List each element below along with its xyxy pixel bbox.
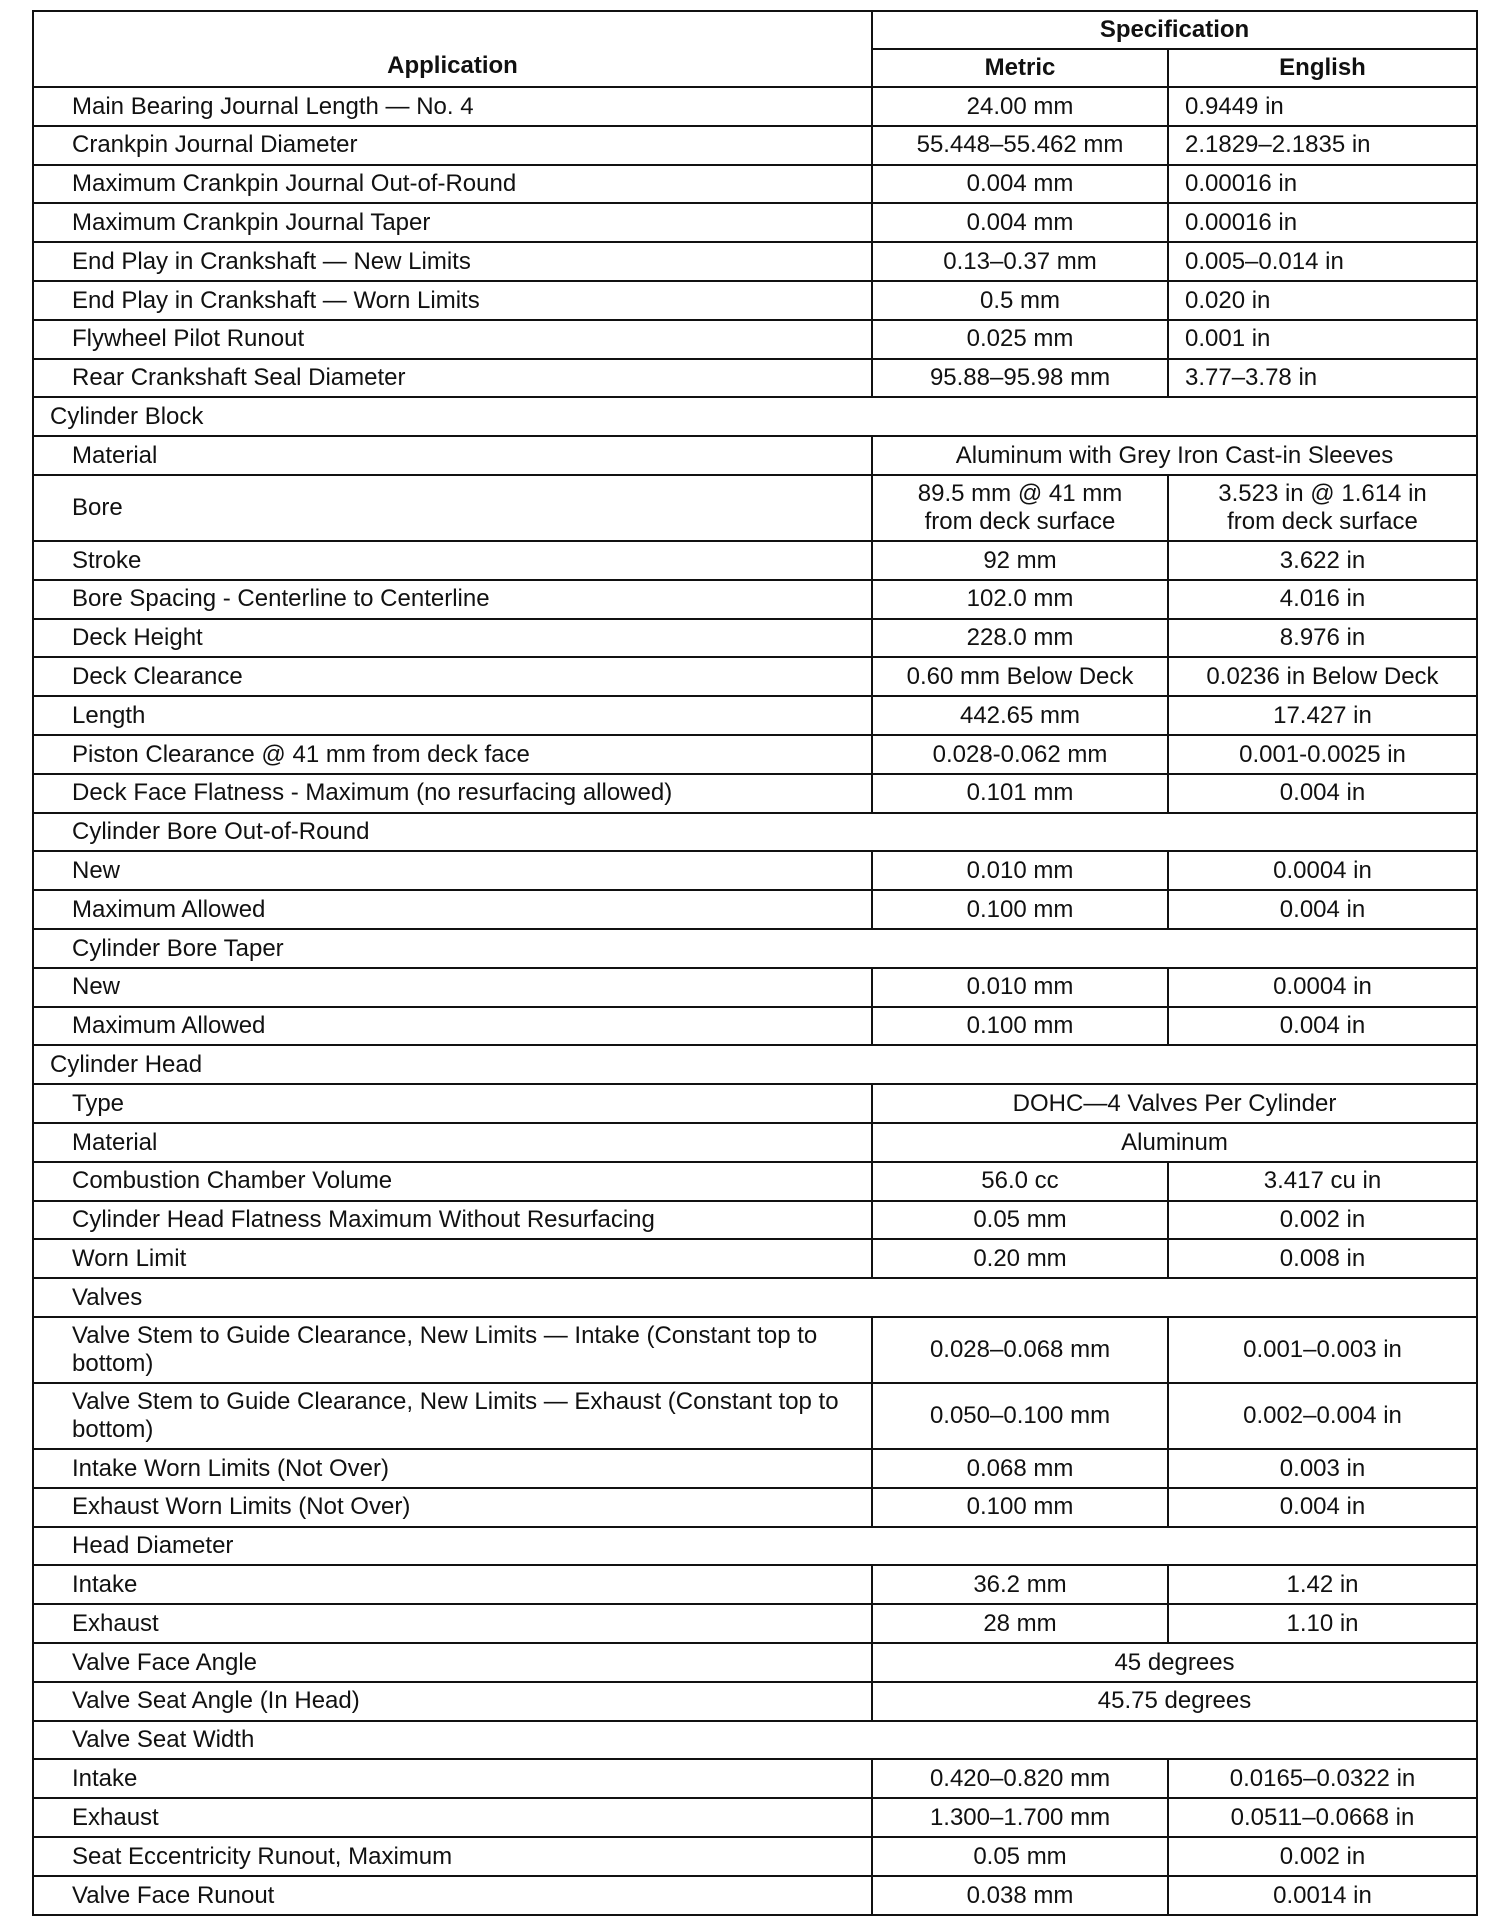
metric-cell: 95.88–95.98 mm	[872, 359, 1168, 398]
metric-cell: 0.420–0.820 mm	[872, 1759, 1168, 1798]
metric-cell: 0.004 mm	[872, 203, 1168, 242]
english-cell: 8.976 in	[1168, 619, 1477, 658]
subheading-cell: Valve Seat Width	[33, 1721, 1477, 1760]
table-row	[33, 126, 1477, 165]
subheading-cell: Valves	[33, 1278, 1477, 1317]
application-cell: Rear Crankshaft Seal Diameter	[33, 359, 872, 398]
english-cell: 1.42 in	[1168, 1565, 1477, 1604]
metric-cell: 0.100 mm	[872, 1007, 1168, 1046]
table-row	[33, 203, 1477, 242]
table-row	[33, 1682, 1477, 1721]
english-cell: 1.10 in	[1168, 1604, 1477, 1643]
english-cell: 17.427 in	[1168, 696, 1477, 735]
english-cell: 3.417 cu in	[1168, 1162, 1477, 1201]
application-cell: Valve Stem to Guide Clearance, New Limits — Intake (Constant top to bottom)	[33, 1317, 872, 1383]
table-row	[33, 1239, 1477, 1278]
english-cell: 3.77–3.78 in	[1168, 359, 1477, 398]
metric-cell: 0.13–0.37 mm	[872, 242, 1168, 281]
table-row	[33, 1876, 1477, 1915]
metric-cell: 0.101 mm	[872, 774, 1168, 813]
combined-spec-cell: Aluminum	[872, 1123, 1477, 1162]
application-cell: Stroke	[33, 541, 872, 580]
metric-cell: 28 mm	[872, 1604, 1168, 1643]
metric-cell: 442.65 mm	[872, 696, 1168, 735]
english-cell: 2.1829–2.1835 in	[1168, 126, 1477, 165]
english-cell: 0.004 in	[1168, 774, 1477, 813]
application-cell: Deck Height	[33, 619, 872, 658]
application-cell: Deck Clearance	[33, 657, 872, 696]
english-cell: 0.0004 in	[1168, 851, 1477, 890]
metric-header: Metric	[872, 49, 1168, 87]
english-cell: 0.001-0.0025 in	[1168, 735, 1477, 774]
category-row	[33, 1045, 1477, 1084]
application-cell: Intake Worn Limits (Not Over)	[33, 1449, 872, 1488]
english-cell: 0.0014 in	[1168, 1876, 1477, 1915]
combined-spec-cell: Aluminum with Grey Iron Cast-in Sleeves	[872, 436, 1477, 475]
application-cell: Maximum Allowed	[33, 1007, 872, 1046]
application-cell: Piston Clearance @ 41 mm from deck face	[33, 735, 872, 774]
combined-spec-cell: 45.75 degrees	[872, 1682, 1477, 1721]
metric-cell: 24.00 mm	[872, 87, 1168, 126]
application-cell: Valve Stem to Guide Clearance, New Limits — Exhaust (Constant top to bottom)	[33, 1383, 872, 1449]
subheading-cell: Cylinder Bore Out-of-Round	[33, 813, 1477, 852]
metric-cell	[872, 475, 1168, 541]
combined-spec-cell: 45 degrees	[872, 1643, 1477, 1682]
metric-cell: 0.050–0.100 mm	[872, 1383, 1168, 1449]
application-cell: End Play in Crankshaft — Worn Limits	[33, 281, 872, 320]
english-cell: 0.001 in	[1168, 320, 1477, 359]
table-row	[33, 1604, 1477, 1643]
english-cell: 0.002–0.004 in	[1168, 1383, 1477, 1449]
application-cell: Combustion Chamber Volume	[33, 1162, 872, 1201]
table-row	[33, 436, 1477, 475]
table-row	[33, 851, 1477, 890]
english-cell: 0.0236 in Below Deck	[1168, 657, 1477, 696]
english-cell: 0.008 in	[1168, 1239, 1477, 1278]
specification-table	[32, 10, 1478, 1916]
table-row	[33, 359, 1477, 398]
english-cell: 0.003 in	[1168, 1449, 1477, 1488]
application-cell: Exhaust Worn Limits (Not Over)	[33, 1488, 872, 1527]
application-cell: Length	[33, 696, 872, 735]
application-cell: Valve Seat Angle (In Head)	[33, 1682, 872, 1721]
metric-cell: 0.05 mm	[872, 1837, 1168, 1876]
table-row	[33, 774, 1477, 813]
application-cell: Material	[33, 436, 872, 475]
metric-cell: 92 mm	[872, 541, 1168, 580]
table-row	[33, 1449, 1477, 1488]
application-cell: Exhaust	[33, 1798, 872, 1837]
application-cell: Main Bearing Journal Length — No. 4	[33, 87, 872, 126]
metric-cell: 0.010 mm	[872, 851, 1168, 890]
table-row	[33, 1317, 1477, 1383]
category-row	[33, 397, 1477, 436]
english-cell: 0.00016 in	[1168, 203, 1477, 242]
metric-cell: 102.0 mm	[872, 580, 1168, 619]
table-row	[33, 1007, 1477, 1046]
metric-cell: 0.20 mm	[872, 1239, 1168, 1278]
application-cell: Exhaust	[33, 1604, 872, 1643]
metric-cell: 0.100 mm	[872, 890, 1168, 929]
application-cell: New	[33, 968, 872, 1007]
english-cell: 0.0165–0.0322 in	[1168, 1759, 1477, 1798]
english-cell: 0.020 in	[1168, 281, 1477, 320]
table-row	[33, 165, 1477, 204]
english-header: English	[1168, 49, 1477, 87]
table-row	[33, 1201, 1477, 1240]
table-row	[33, 696, 1477, 735]
metric-cell: 0.100 mm	[872, 1488, 1168, 1527]
table-row	[33, 968, 1477, 1007]
subheading-row	[33, 813, 1477, 852]
application-cell: Deck Face Flatness - Maximum (no resurfacing allowed)	[33, 774, 872, 813]
table-row	[33, 1798, 1477, 1837]
application-cell: Maximum Allowed	[33, 890, 872, 929]
table-row	[33, 1643, 1477, 1682]
metric-cell: 0.028-0.062 mm	[872, 735, 1168, 774]
metric-cell: 55.448–55.462 mm	[872, 126, 1168, 165]
table-row	[33, 1759, 1477, 1798]
table-row	[33, 1383, 1477, 1449]
application-cell: Material	[33, 1123, 872, 1162]
metric-line-1: 89.5 mm @ 41 mm	[917, 480, 1123, 508]
application-cell: Valve Face Angle	[33, 1643, 872, 1682]
application-cell: Flywheel Pilot Runout	[33, 320, 872, 359]
english-line-1: 3.523 in @ 1.614 in	[1218, 480, 1427, 508]
table-row	[33, 619, 1477, 658]
table-row	[33, 541, 1477, 580]
english-cell: 0.004 in	[1168, 890, 1477, 929]
table-row	[33, 735, 1477, 774]
application-cell: Crankpin Journal Diameter	[33, 126, 872, 165]
table-row	[33, 320, 1477, 359]
metric-cell: 0.010 mm	[872, 968, 1168, 1007]
application-cell: Bore	[33, 475, 872, 541]
table-body	[33, 87, 1477, 1915]
table-row	[33, 580, 1477, 619]
english-cell: 0.0511–0.0668 in	[1168, 1798, 1477, 1837]
application-cell: Worn Limit	[33, 1239, 872, 1278]
subheading-row	[33, 1527, 1477, 1566]
application-cell: Cylinder Head Flatness Maximum Without Resurfacing	[33, 1201, 872, 1240]
category-heading: Cylinder Head	[33, 1045, 1477, 1084]
english-cell: 0.0004 in	[1168, 968, 1477, 1007]
english-cell: 0.002 in	[1168, 1201, 1477, 1240]
table-row	[33, 87, 1477, 126]
metric-cell: 0.028–0.068 mm	[872, 1317, 1168, 1383]
metric-cell: 0.05 mm	[872, 1201, 1168, 1240]
metric-cell: 36.2 mm	[872, 1565, 1168, 1604]
metric-line-2: from deck surface	[924, 507, 1116, 535]
english-cell: 4.016 in	[1168, 580, 1477, 619]
category-heading: Cylinder Block	[33, 397, 1477, 436]
subheading-cell: Head Diameter	[33, 1527, 1477, 1566]
metric-cell: 0.068 mm	[872, 1449, 1168, 1488]
english-cell: 0.9449 in	[1168, 87, 1477, 126]
metric-cell: 0.038 mm	[872, 1876, 1168, 1915]
application-cell: Valve Face Runout	[33, 1876, 872, 1915]
subheading-row	[33, 929, 1477, 968]
table-row	[33, 1837, 1477, 1876]
application-cell: Maximum Crankpin Journal Taper	[33, 203, 872, 242]
table-row	[33, 1565, 1477, 1604]
english-cell: 0.00016 in	[1168, 165, 1477, 204]
table-row	[33, 281, 1477, 320]
application-cell: Intake	[33, 1759, 872, 1798]
table-row	[33, 1162, 1477, 1201]
table-row	[33, 890, 1477, 929]
metric-cell: 228.0 mm	[872, 619, 1168, 658]
english-cell: 0.004 in	[1168, 1488, 1477, 1527]
english-cell	[1168, 475, 1477, 541]
english-cell: 3.622 in	[1168, 541, 1477, 580]
english-line-2: from deck surface	[1227, 507, 1418, 535]
english-cell: 0.001–0.003 in	[1168, 1317, 1477, 1383]
specification-header: Specification	[872, 11, 1477, 49]
metric-cell: 0.5 mm	[872, 281, 1168, 320]
metric-cell: 0.004 mm	[872, 165, 1168, 204]
english-cell: 0.005–0.014 in	[1168, 242, 1477, 281]
table-row	[33, 657, 1477, 696]
subheading-cell: Cylinder Bore Taper	[33, 929, 1477, 968]
application-cell: Intake	[33, 1565, 872, 1604]
metric-cell: 56.0 cc	[872, 1162, 1168, 1201]
application-cell: New	[33, 851, 872, 890]
application-cell: Type	[33, 1084, 872, 1123]
subheading-row	[33, 1278, 1477, 1317]
application-cell: Seat Eccentricity Runout, Maximum	[33, 1837, 872, 1876]
english-cell: 0.002 in	[1168, 1837, 1477, 1876]
subheading-row	[33, 1721, 1477, 1760]
application-cell: Bore Spacing - Centerline to Centerline	[33, 580, 872, 619]
metric-cell: 1.300–1.700 mm	[872, 1798, 1168, 1837]
table-row	[33, 1488, 1477, 1527]
application-header: Application	[33, 11, 872, 87]
table-header	[33, 11, 1477, 87]
table-row	[33, 1123, 1477, 1162]
table-row	[33, 242, 1477, 281]
metric-cell: 0.025 mm	[872, 320, 1168, 359]
combined-spec-cell: DOHC—4 Valves Per Cylinder	[872, 1084, 1477, 1123]
english-cell: 0.004 in	[1168, 1007, 1477, 1046]
application-cell: End Play in Crankshaft — New Limits	[33, 242, 872, 281]
table-row	[33, 475, 1477, 541]
table-row	[33, 1084, 1477, 1123]
metric-cell: 0.60 mm Below Deck	[872, 657, 1168, 696]
application-cell: Maximum Crankpin Journal Out-of-Round	[33, 165, 872, 204]
